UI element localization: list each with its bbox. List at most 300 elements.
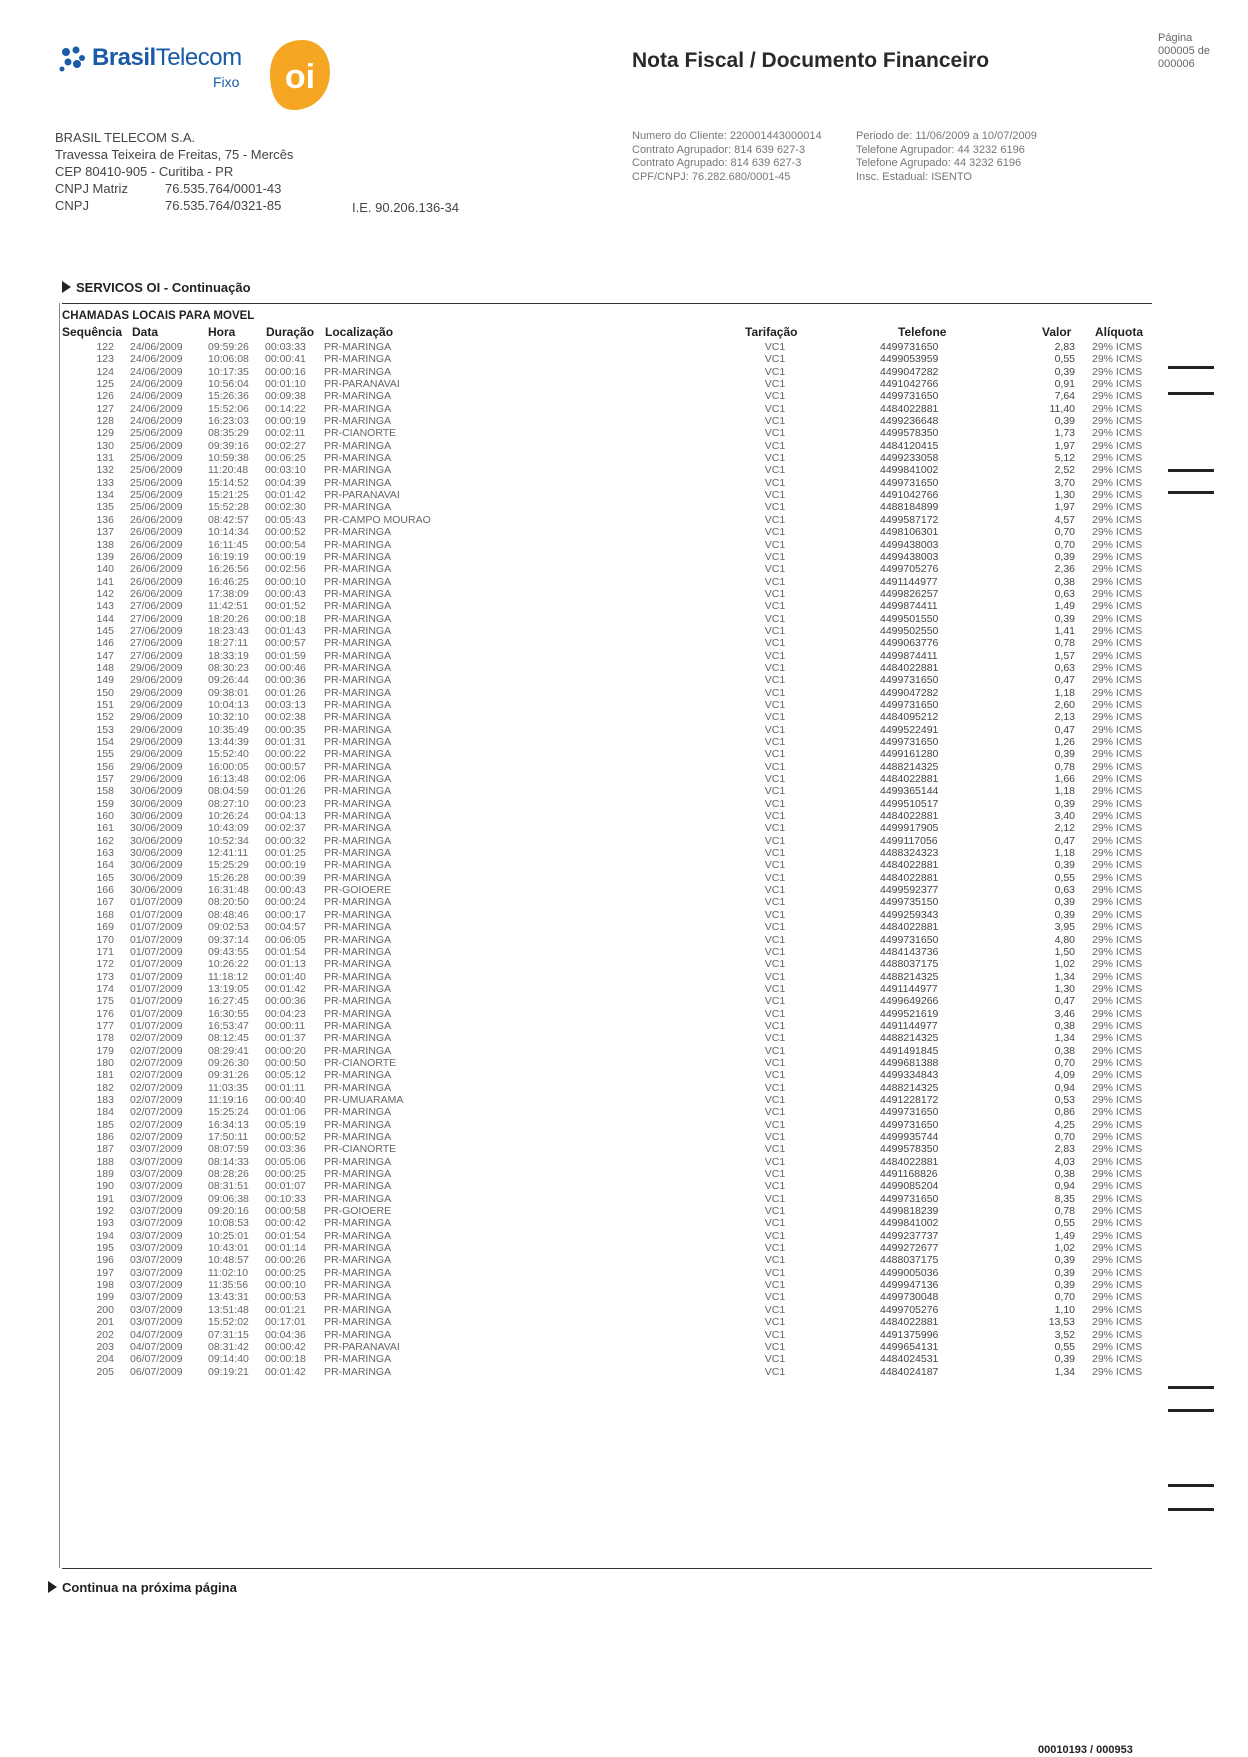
company-cep: CEP 80410-905 - Curitiba - PR [55, 164, 234, 179]
cell-duracao: 00:00:24 [265, 896, 306, 909]
cell-telefone: 4499272677 [880, 1242, 939, 1255]
cell-aliquota: 29% ICMS [1092, 773, 1143, 786]
cell-telefone: 4484024187 [880, 1365, 939, 1378]
cell-duracao: 00:00:11 [265, 1019, 306, 1032]
table-row [0, 1032, 1248, 1044]
table-row [0, 835, 1248, 847]
cell-duracao: 00:01:31 [265, 736, 306, 748]
cell-duracao: 00:00:22 [265, 748, 306, 761]
cell-valor: 0,55 [1054, 871, 1075, 884]
table-row [0, 452, 1248, 464]
cell-tarifacao: VC1 [764, 908, 786, 921]
cell-hora: 11:19:16 [208, 1093, 249, 1106]
cell-valor: 4,09 [1054, 1069, 1075, 1082]
cell-telefone: 4499502550 [880, 624, 939, 637]
cell-telefone: 4499117056 [880, 834, 938, 847]
cell-hora: 16:53:47 [208, 1019, 249, 1032]
cell-duracao: 00:04:13 [265, 810, 306, 823]
cell-data: 29/06/2009 [130, 736, 183, 748]
cell-valor: 2,12 [1054, 822, 1075, 835]
cell-tarifacao: VC1 [764, 624, 786, 637]
cell-data: 27/06/2009 [130, 624, 183, 637]
cell-localizacao: PR-CIANORTE [324, 427, 397, 440]
cell-data: 01/07/2009 [130, 908, 183, 921]
cell-localizacao: PR-MARINGA [324, 945, 392, 958]
cell-data: 01/07/2009 [130, 1007, 183, 1020]
cell-data: 02/07/2009 [130, 1093, 183, 1106]
table-row [0, 1316, 1248, 1328]
cell-sequencia: 197 [96, 1266, 114, 1279]
cell-localizacao: PR-MARINGA [324, 1131, 392, 1143]
cell-aliquota: 29% ICMS [1092, 1180, 1143, 1193]
cell-valor: 1,97 [1054, 501, 1075, 514]
cell-aliquota: 29% ICMS [1092, 970, 1143, 983]
cell-data: 24/06/2009 [130, 365, 183, 378]
cell-tarifacao: VC1 [764, 439, 786, 452]
cell-aliquota: 29% ICMS [1092, 1266, 1143, 1279]
cell-data: 03/07/2009 [130, 1316, 183, 1329]
cell-hora: 18:23:43 [208, 624, 249, 637]
margin-mark [1168, 1409, 1214, 1412]
cell-valor: 0,86 [1054, 1106, 1075, 1119]
cell-aliquota: 29% ICMS [1092, 859, 1143, 872]
cell-tarifacao: VC1 [764, 1168, 786, 1181]
cell-localizacao: PR-CIANORTE [324, 1143, 397, 1156]
cell-telefone: 4499731650 [880, 476, 939, 489]
cell-valor: 2,13 [1054, 711, 1075, 724]
cell-aliquota: 29% ICMS [1092, 723, 1143, 736]
cell-data: 26/06/2009 [130, 550, 183, 563]
cell-tarifacao: VC1 [764, 723, 786, 736]
cell-valor: 3,40 [1054, 810, 1075, 823]
cell-aliquota: 29% ICMS [1092, 415, 1143, 428]
table-row [0, 748, 1248, 760]
cell-data: 30/06/2009 [130, 810, 183, 823]
cnpj-row [55, 197, 293, 214]
cell-duracao: 00:06:25 [265, 452, 306, 465]
cell-duracao: 00:01:43 [265, 624, 306, 637]
cell-duracao: 00:01:42 [265, 982, 306, 995]
cell-valor: 0,70 [1054, 1131, 1075, 1143]
cell-duracao: 00:06:05 [265, 933, 306, 946]
cell-tarifacao: VC1 [764, 1279, 786, 1292]
cell-tarifacao: VC1 [764, 958, 786, 971]
oi-logo-text: oi [284, 58, 316, 96]
cell-duracao: 00:01:52 [265, 600, 306, 613]
cell-sequencia: 148 [96, 661, 114, 674]
cell-localizacao: PR-MARINGA [324, 1192, 392, 1205]
cell-data: 01/07/2009 [130, 896, 183, 909]
cell-tarifacao: VC1 [764, 1340, 786, 1353]
cell-aliquota: 29% ICMS [1092, 1155, 1143, 1168]
cell-aliquota: 29% ICMS [1092, 785, 1143, 798]
table-row [0, 588, 1248, 600]
cell-localizacao: PR-MARINGA [324, 1168, 392, 1181]
cell-localizacao: PR-MARINGA [324, 896, 392, 909]
cell-data: 25/06/2009 [130, 439, 183, 452]
cell-aliquota: 29% ICMS [1092, 1106, 1143, 1119]
cell-localizacao: PR-MARINGA [324, 736, 392, 748]
cell-duracao: 00:00:20 [265, 1044, 306, 1057]
cell-hora: 11:20:48 [208, 464, 249, 477]
cell-telefone: 4499935744 [880, 1131, 939, 1143]
cell-duracao: 00:01:54 [265, 1229, 306, 1242]
cell-sequencia: 163 [96, 847, 114, 860]
cell-tarifacao: VC1 [764, 402, 786, 415]
cell-sequencia: 169 [96, 921, 114, 934]
cell-localizacao: PR-MARINGA [324, 1316, 392, 1329]
client-info-line: Periodo de: 11/06/2009 a 10/07/2009 [856, 130, 1037, 142]
cell-valor: 0,39 [1054, 1266, 1075, 1279]
cell-data: 25/06/2009 [130, 464, 183, 477]
cell-duracao: 00:00:10 [265, 575, 306, 588]
cell-duracao: 00:00:57 [265, 760, 306, 773]
cell-data: 30/06/2009 [130, 847, 183, 860]
cell-aliquota: 29% ICMS [1092, 736, 1143, 748]
cell-duracao: 00:00:25 [265, 1266, 306, 1279]
cell-tarifacao: VC1 [764, 1353, 786, 1366]
cell-hora: 16:27:45 [208, 995, 249, 1008]
page-indicator-line: 000006 [1158, 58, 1195, 70]
cell-localizacao: PR-MARINGA [324, 921, 392, 934]
cell-data: 29/06/2009 [130, 698, 183, 711]
cell-telefone: 4499874411 [880, 649, 938, 662]
cell-telefone: 4499236648 [880, 415, 939, 428]
table-row [0, 1254, 1248, 1266]
cell-duracao: 00:01:26 [265, 785, 306, 798]
cell-sequencia: 150 [96, 686, 114, 699]
cell-localizacao: PR-MARINGA [324, 1019, 392, 1032]
cell-aliquota: 29% ICMS [1092, 1303, 1143, 1316]
cell-telefone: 4499654131 [880, 1340, 939, 1353]
cell-valor: 0,47 [1054, 723, 1075, 736]
cell-localizacao: PR-MARINGA [324, 563, 392, 576]
cell-sequencia: 136 [96, 513, 114, 526]
cell-aliquota: 29% ICMS [1092, 1007, 1143, 1020]
table-row [0, 1045, 1248, 1057]
cell-localizacao: PR-MARINGA [324, 859, 392, 872]
cell-sequencia: 174 [96, 982, 114, 995]
cell-hora: 09:59:26 [208, 341, 249, 353]
cell-aliquota: 29% ICMS [1092, 1032, 1143, 1045]
cell-hora: 15:52:06 [208, 402, 249, 415]
cell-aliquota: 29% ICMS [1092, 390, 1143, 403]
company-address: Travessa Teixeira de Freitas, 75 - Mercês [55, 147, 294, 162]
cell-sequencia: 183 [96, 1093, 114, 1106]
cell-sequencia: 175 [96, 995, 114, 1008]
cell-tarifacao: VC1 [764, 1242, 786, 1255]
cell-aliquota: 29% ICMS [1092, 378, 1143, 391]
table-row [0, 501, 1248, 513]
cell-tarifacao: VC1 [764, 378, 786, 391]
cell-aliquota: 29% ICMS [1092, 353, 1143, 366]
cell-telefone: 4488037175 [880, 1254, 939, 1267]
cell-aliquota: 29% ICMS [1092, 896, 1143, 909]
header-valor: Valor [1042, 325, 1072, 339]
cell-aliquota: 29% ICMS [1092, 1279, 1143, 1292]
cell-sequencia: 132 [96, 464, 114, 477]
cell-tarifacao: VC1 [764, 1205, 786, 1218]
cell-localizacao: PR-MARINGA [324, 847, 392, 860]
cell-hora: 15:14:52 [208, 476, 249, 489]
cell-sequencia: 187 [96, 1143, 114, 1156]
cell-hora: 10:48:57 [208, 1254, 249, 1267]
cell-sequencia: 159 [96, 797, 114, 810]
table-row [0, 600, 1248, 612]
cell-hora: 09:43:55 [208, 945, 249, 958]
cell-aliquota: 29% ICMS [1092, 1044, 1143, 1057]
cell-aliquota: 29% ICMS [1092, 341, 1143, 353]
cell-localizacao: PR-MARINGA [324, 1007, 392, 1020]
table-row [0, 526, 1248, 538]
cell-hora: 08:14:33 [208, 1155, 249, 1168]
cell-valor: 0,39 [1054, 1254, 1075, 1267]
cell-hora: 16:30:55 [208, 1007, 249, 1020]
cell-localizacao: PR-MARINGA [324, 365, 392, 378]
cell-sequencia: 188 [96, 1155, 114, 1168]
cell-valor: 0,39 [1054, 748, 1075, 761]
cell-hora: 11:42:51 [208, 600, 249, 613]
cell-aliquota: 29% ICMS [1092, 476, 1143, 489]
cell-sequencia: 181 [96, 1069, 114, 1082]
cell-hora: 10:43:01 [208, 1242, 249, 1255]
table-row [0, 1168, 1248, 1180]
cell-tarifacao: VC1 [764, 1180, 786, 1193]
cell-localizacao: PR-MARINGA [324, 1032, 392, 1045]
cell-duracao: 00:01:42 [265, 489, 306, 502]
cell-aliquota: 29% ICMS [1092, 686, 1143, 699]
cell-localizacao: PR-MARINGA [324, 661, 392, 674]
cell-data: 03/07/2009 [130, 1266, 183, 1279]
cell-duracao: 00:04:39 [265, 476, 306, 489]
cell-localizacao: PR-MARINGA [324, 686, 392, 699]
table-row [0, 687, 1248, 699]
cell-hora: 08:04:59 [208, 785, 249, 798]
cell-hora: 15:52:02 [208, 1316, 249, 1329]
cell-telefone: 4491491845 [880, 1044, 939, 1057]
cell-valor: 0,78 [1054, 637, 1075, 650]
cell-hora: 09:06:38 [208, 1192, 249, 1205]
header-duracao: Duração [266, 325, 315, 339]
cell-aliquota: 29% ICMS [1092, 1353, 1143, 1366]
cell-hora: 11:03:35 [208, 1081, 249, 1094]
cell-telefone: 4499731650 [880, 1118, 939, 1131]
table-row [0, 872, 1248, 884]
cell-data: 25/06/2009 [130, 476, 183, 489]
cell-valor: 11,40 [1049, 402, 1075, 415]
cell-tarifacao: VC1 [764, 785, 786, 798]
cell-hora: 09:26:44 [208, 674, 249, 687]
table-row [0, 403, 1248, 415]
cell-localizacao: PR-MARINGA [324, 834, 392, 847]
cell-tarifacao: VC1 [764, 1081, 786, 1094]
cell-duracao: 00:00:35 [265, 723, 306, 736]
cell-hora: 11:18:12 [208, 970, 249, 983]
cell-duracao: 00:00:43 [265, 884, 306, 897]
table-row [0, 662, 1248, 674]
cell-valor: 1,49 [1054, 600, 1075, 613]
cell-tarifacao: VC1 [764, 1069, 786, 1082]
cell-sequencia: 205 [96, 1365, 114, 1378]
cell-sequencia: 160 [96, 810, 114, 823]
cell-aliquota: 29% ICMS [1092, 538, 1143, 551]
cell-telefone: 4484120415 [880, 439, 939, 452]
table-row [0, 896, 1248, 908]
cell-hora: 08:31:51 [208, 1180, 249, 1193]
client-info-line: CPF/CNPJ: 76.282.680/0001-45 [632, 170, 791, 183]
cell-valor: 1,66 [1054, 773, 1075, 786]
cell-tarifacao: VC1 [764, 1131, 786, 1143]
cnpj-label: CNPJ [55, 198, 89, 213]
cell-sequencia: 156 [96, 760, 114, 773]
cell-tarifacao: VC1 [764, 538, 786, 551]
cell-data: 26/06/2009 [130, 538, 183, 551]
cell-tarifacao: VC1 [764, 748, 786, 761]
cell-duracao: 00:03:36 [265, 1143, 306, 1156]
cell-data: 03/07/2009 [130, 1155, 183, 1168]
cell-tarifacao: VC1 [764, 674, 786, 687]
table-row [0, 921, 1248, 933]
cell-hora: 08:42:57 [208, 513, 249, 526]
cell-aliquota: 29% ICMS [1092, 587, 1143, 600]
section-header [62, 280, 251, 295]
table-row [0, 1143, 1248, 1155]
cell-tarifacao: VC1 [764, 884, 786, 897]
cell-tarifacao: VC1 [764, 600, 786, 613]
cell-valor: 1,18 [1054, 785, 1075, 798]
table-row [0, 1156, 1248, 1168]
cell-telefone: 4499259343 [880, 908, 939, 921]
cell-duracao: 00:00:42 [265, 1217, 306, 1230]
cell-telefone: 4499735150 [880, 896, 939, 909]
cell-localizacao: PR-MARINGA [324, 624, 392, 637]
cell-tarifacao: VC1 [764, 452, 786, 465]
cell-duracao: 00:01:06 [265, 1106, 306, 1119]
cell-sequencia: 128 [96, 415, 114, 428]
cell-localizacao: PR-MARINGA [324, 390, 392, 403]
cell-sequencia: 186 [96, 1131, 114, 1143]
cell-sequencia: 196 [96, 1254, 114, 1267]
cell-hora: 13:19:05 [208, 982, 249, 995]
section-title: SERVICOS OI - Continuação [76, 280, 251, 295]
margin-mark [1168, 1508, 1214, 1511]
cell-sequencia: 162 [96, 834, 114, 847]
cell-telefone: 4499731650 [880, 674, 939, 687]
cell-aliquota: 29% ICMS [1092, 674, 1143, 687]
table-row [0, 1069, 1248, 1081]
cell-telefone: 4488037175 [880, 958, 939, 971]
cell-data: 03/07/2009 [130, 1143, 183, 1156]
cell-aliquota: 29% ICMS [1092, 1254, 1143, 1267]
cell-sequencia: 198 [96, 1279, 114, 1292]
cell-localizacao: PR-MARINGA [324, 1155, 392, 1168]
cell-telefone: 4488184899 [880, 501, 939, 514]
cell-localizacao: PR-MARINGA [324, 822, 392, 835]
table-row [0, 440, 1248, 452]
cell-localizacao: PR-MARINGA [324, 871, 392, 884]
cell-data: 26/06/2009 [130, 587, 183, 600]
cell-valor: 2,83 [1054, 1143, 1075, 1156]
cell-hora: 17:50:11 [208, 1131, 249, 1143]
cell-hora: 08:27:10 [208, 797, 249, 810]
cell-hora: 08:35:29 [208, 427, 249, 440]
header-aliquota: Alíquota [1095, 325, 1143, 339]
cell-localizacao: PR-MARINGA [324, 1303, 392, 1316]
cell-valor: 1,02 [1054, 958, 1075, 971]
cell-tarifacao: VC1 [764, 489, 786, 502]
cell-duracao: 00:00:36 [265, 674, 306, 687]
inscricao-estadual: I.E. 90.206.136-34 [352, 200, 459, 215]
cell-data: 26/06/2009 [130, 513, 183, 526]
cell-aliquota: 29% ICMS [1092, 464, 1143, 477]
cell-duracao: 00:00:19 [265, 859, 306, 872]
cell-aliquota: 29% ICMS [1092, 1093, 1143, 1106]
cell-duracao: 00:00:36 [265, 995, 306, 1008]
margin-mark [1168, 392, 1214, 395]
cell-hora: 10:06:08 [208, 353, 249, 366]
cell-aliquota: 29% ICMS [1092, 1229, 1143, 1242]
table-row [0, 958, 1248, 970]
cell-telefone: 4499649266 [880, 995, 939, 1008]
cell-aliquota: 29% ICMS [1092, 1365, 1143, 1378]
cell-telefone: 4484022881 [880, 859, 939, 872]
cell-duracao: 00:00:10 [265, 1279, 306, 1292]
cell-hora: 10:43:09 [208, 822, 249, 835]
cell-duracao: 00:00:58 [265, 1205, 306, 1218]
cell-aliquota: 29% ICMS [1092, 489, 1143, 502]
cell-hora: 10:52:34 [208, 834, 249, 847]
cell-valor: 2,36 [1054, 563, 1075, 576]
cell-tarifacao: VC1 [764, 587, 786, 600]
cell-telefone: 4499841002 [880, 464, 939, 477]
table-row [0, 378, 1248, 390]
cell-duracao: 00:00:26 [265, 1254, 306, 1267]
cell-hora: 08:07:59 [208, 1143, 249, 1156]
cell-tarifacao: VC1 [764, 661, 786, 674]
cell-data: 03/07/2009 [130, 1242, 183, 1255]
cell-duracao: 00:01:10 [265, 378, 306, 391]
cell-aliquota: 29% ICMS [1092, 748, 1143, 761]
header-tarifacao: Tarifação [745, 325, 798, 339]
cell-data: 02/07/2009 [130, 1056, 183, 1069]
cell-aliquota: 29% ICMS [1092, 1168, 1143, 1181]
cell-tarifacao: VC1 [764, 1291, 786, 1304]
table-header [0, 325, 1248, 339]
cell-valor: 3,70 [1054, 476, 1075, 489]
cell-duracao: 00:01:11 [265, 1081, 306, 1094]
cell-data: 24/06/2009 [130, 390, 183, 403]
cell-telefone: 4484022881 [880, 1155, 939, 1168]
table-row [0, 563, 1248, 575]
cell-localizacao: PR-PARANAVAI [324, 489, 400, 502]
table-row [0, 822, 1248, 834]
brasil-telecom-logo [58, 44, 242, 90]
cell-aliquota: 29% ICMS [1092, 1192, 1143, 1205]
cell-tarifacao: VC1 [764, 612, 786, 625]
cell-tarifacao: VC1 [764, 1217, 786, 1230]
cell-sequencia: 127 [96, 402, 114, 415]
cell-hora: 09:14:40 [208, 1353, 249, 1366]
cell-data: 02/07/2009 [130, 1069, 183, 1082]
cell-localizacao: PR-MARINGA [324, 1069, 392, 1082]
cell-valor: 0,70 [1054, 526, 1075, 539]
header-hora: Hora [208, 325, 236, 339]
cell-duracao: 00:00:52 [265, 1131, 306, 1143]
cell-sequencia: 179 [96, 1044, 114, 1057]
cell-localizacao: PR-PARANAVAI [324, 378, 400, 391]
cell-telefone: 4499917905 [880, 822, 939, 835]
cell-duracao: 00:01:21 [265, 1303, 306, 1316]
